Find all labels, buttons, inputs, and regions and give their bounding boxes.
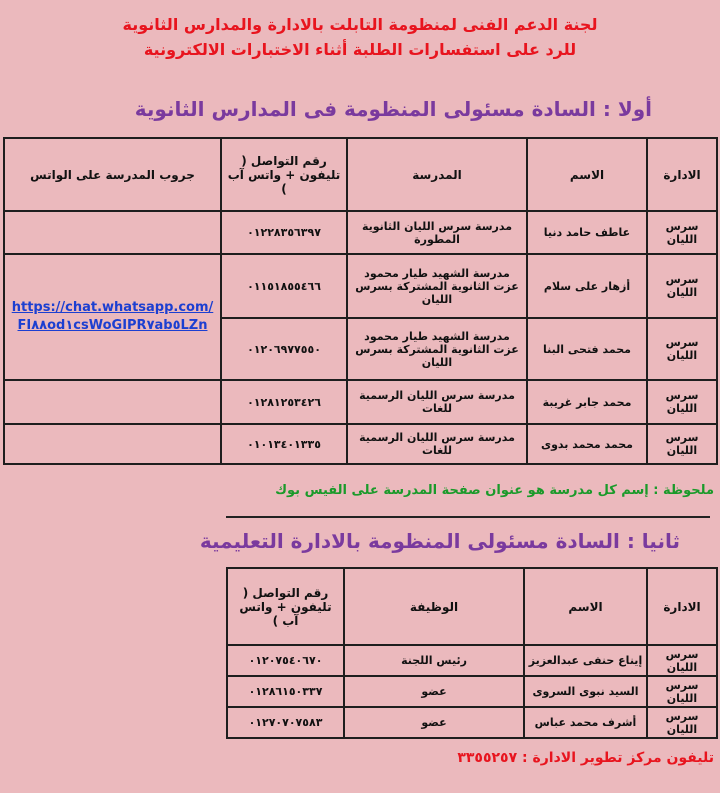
header-admin: الادارة: [647, 138, 717, 211]
header-phone: رقم التواصل ( تليفون + واتس آب ): [227, 568, 344, 645]
section-divider: [226, 516, 710, 518]
cell-name: أزهار على سلام: [527, 254, 647, 318]
cell-phone: ٠١٢٧٠٧٠٧٥٨٣: [227, 707, 344, 738]
cell-name: محمد محمد بدوى: [527, 424, 647, 464]
cell-job: عضو: [344, 676, 524, 707]
cell-job: عضو: [344, 707, 524, 738]
header-phone: رقم التواصل ( تليفون + واتس آب ): [221, 138, 347, 211]
page-header: [0, 12, 720, 62]
cell-school: مدرسة الشهيد طيار محمود عزت الثانوية المشتركة بسرس الليان: [347, 254, 527, 318]
cell-phone: ٠١٠١٣٤٠١٣٣٥: [221, 424, 347, 464]
cell-admin: سرس الليان: [647, 318, 717, 380]
development-center-phone: تليفون مركز تطوير الادارة : ٣٣٥٥٢٥٧: [457, 750, 714, 766]
header-name: الاسم: [524, 568, 647, 645]
cell-name: أشرف محمد عباس: [524, 707, 647, 738]
header-line-1: لجنة الدعم الفنى لمنظومة التابلت بالادارة والمدارس الثانوية: [122, 15, 598, 34]
cell-school: مدرسة سرس الليان الثانوية المطورة: [347, 211, 527, 254]
table-header-row: [227, 568, 717, 645]
cell-admin: سرس الليان: [647, 424, 717, 464]
cell-group-link: [4, 254, 221, 380]
table-row: [227, 645, 717, 676]
whatsapp-link-line-2[interactable]: FI٨٨od١csWoGIPR٧ab٥LZn: [17, 318, 208, 333]
cell-name: إيناع حنفى عبدالعزيز: [524, 645, 647, 676]
schools-table: [3, 137, 718, 465]
header-school: المدرسة: [347, 138, 527, 211]
cell-group-empty: [4, 211, 221, 254]
section2-title: ثانيا : السادة مسئولى المنظومة بالادارة التعليمية: [199, 529, 680, 553]
table-row: [227, 676, 717, 707]
cell-admin: سرس الليان: [647, 380, 717, 424]
cell-school: مدرسة الشهيد طيار محمود عزت الثانوية المشتركة بسرس الليان: [347, 318, 527, 380]
cell-school: مدرسة سرس الليان الرسمية للغات: [347, 380, 527, 424]
admin-staff-table: [226, 567, 718, 739]
table-row: [4, 380, 717, 424]
header-group: جروب المدرسة على الواتس: [4, 138, 221, 211]
cell-name: عاطف حامد دنيا: [527, 211, 647, 254]
cell-phone: ٠١٢٨٦١٥٠٣٣٧: [227, 676, 344, 707]
header-line-2: للرد على استفسارات الطلبة أثناء الاختبارات الالكترونية: [143, 40, 577, 59]
whatsapp-link-line-1[interactable]: https://chat.whatsapp.com/: [11, 300, 214, 315]
cell-phone: ٠١٢٠٦٩٧٧٥٥٠: [221, 318, 347, 380]
section1-title: أولا : السادة مسئولى المنظومة فى المدارس الثانوية: [134, 97, 652, 121]
cell-admin: سرس الليان: [647, 211, 717, 254]
cell-phone: ٠١١٥١٨٥٥٤٦٦: [221, 254, 347, 318]
cell-name: محمد جابر غريبة: [527, 380, 647, 424]
table-row: [4, 254, 717, 318]
table-row: [4, 424, 717, 464]
cell-job: رئيس اللجنة: [344, 645, 524, 676]
cell-group-empty: [4, 424, 221, 464]
cell-phone: ٠١٢٨١٢٥٣٤٢٦: [221, 380, 347, 424]
facebook-note: ملحوظة : إسم كل مدرسة هو عنوان صفحة المدرسة على الفيس بوك: [275, 483, 714, 498]
table-row: [227, 707, 717, 738]
cell-admin: سرس الليان: [647, 645, 717, 676]
header-name: الاسم: [527, 138, 647, 211]
cell-phone: ٠١٢٠٧٥٤٠٦٧٠: [227, 645, 344, 676]
cell-admin: سرس الليان: [647, 254, 717, 318]
header-job: الوظيفة: [344, 568, 524, 645]
cell-school: مدرسة سرس الليان الرسمية للغات: [347, 424, 527, 464]
cell-group-empty: [4, 380, 221, 424]
table-row: [4, 211, 717, 254]
cell-admin: سرس الليان: [647, 707, 717, 738]
cell-admin: سرس الليان: [647, 676, 717, 707]
header-admin: الادارة: [647, 568, 717, 645]
table-header-row: [4, 138, 717, 211]
cell-name: محمد فتحى البنا: [527, 318, 647, 380]
cell-phone: ٠١٢٢٨٣٥٦٣٩٧: [221, 211, 347, 254]
cell-name: السيد نبوى السروى: [524, 676, 647, 707]
